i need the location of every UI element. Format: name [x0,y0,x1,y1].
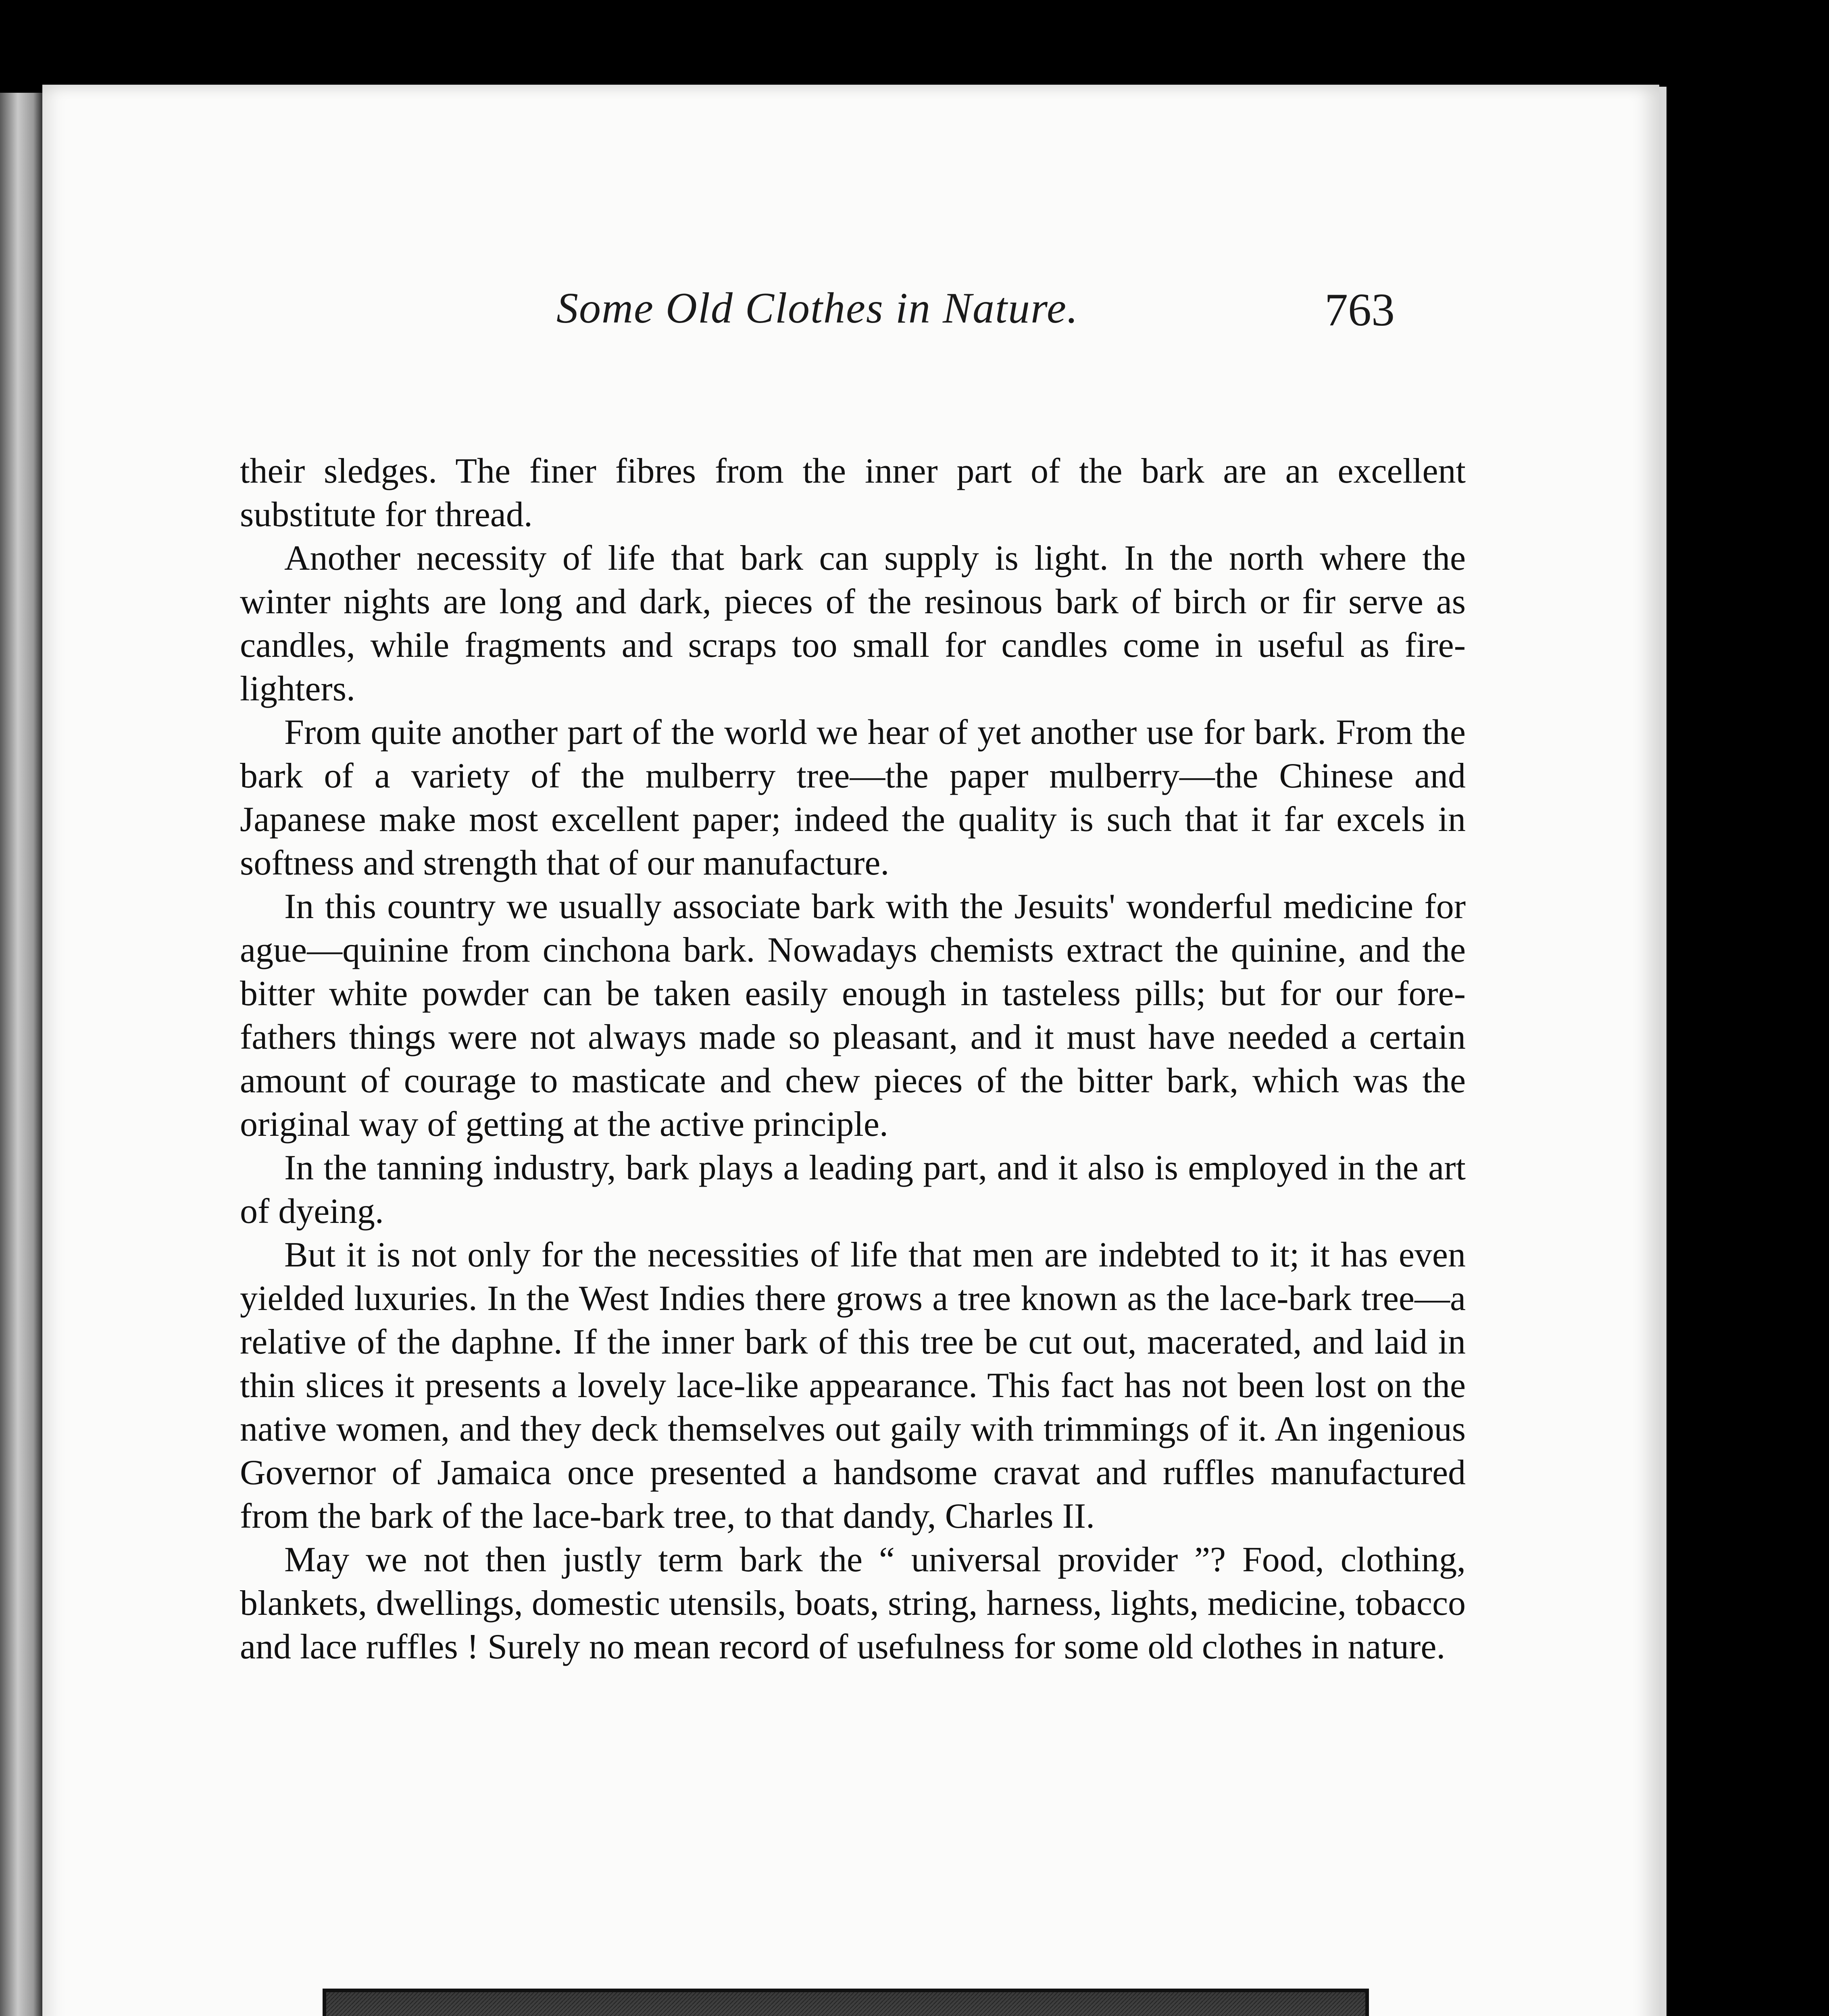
landscape-engraving [326,1992,1365,2016]
page-number: 763 [1325,284,1395,336]
paragraph-4: In this country we usually associate bark with the Jesuits' wonderful medicine for ague—quinine from cinchona bark. Nowadays chemists extract the quinine, and the bitter white powder can be taken easily enough in tasteless pills; but for our fore-fathers things were not always made so pleasant, and it must have needed a certain amount of courage to masticate and chew pieces of the bitter bark, which was the original way of getting at the active principle. [240,887,1466,1144]
paragraph-2: Another necessity of life that bark can supply is light. In the north where the winter nights are long and dark, pieces of the resinous bark of birch or fir serve as candles, while fragments and scraps too small for candles come in useful as fire-lighters. [240,539,1466,708]
page-right-edge [1659,87,1667,2016]
landscape-illustration [323,1989,1369,2016]
adjacent-page-edge [0,93,44,2016]
paragraph-6: But it is not only for the necessities of life that men are indebted to it; it has even yielded luxuries. In the West Indies there grows a tree known as the lace-bark tree—a relative of the daphne. If the inner bark of this tree be cut out, macerated, and laid in thin slices it presents a lovely lace-like appearance. This fact has not been lost on the native women, and they deck themselves out gaily with trimmings of it. An ingenious Governor of Jamaica once presented a handsome cravat and ruffles manufactured from the bark of the lace-bark tree, to that dandy, Charles II. [240,1235,1466,1536]
running-title: Some Old Clothes in Nature. [556,284,1079,332]
paragraph-7: May we not then justly term bark the “ universal provider ”? Food, clothing, blankets, dwellings, domestic utensils, boats, string, harness, lights, medicine, tobacco and lace ruffles ! Surely no mean record of usefulness for some old clothes in nature. [240,1540,1466,1666]
paragraph-1: their sledges. The finer fibres from the inner part of the bark are an excellent substitute for thread. [240,452,1466,534]
running-head [42,283,1659,344]
book-page [42,85,1659,2016]
paragraph-3: From quite another part of the world we hear of yet another use for bark. From the bark of a variety of the mulberry tree—the paper mulberry—the Chinese and Japanese make most excellent paper; indeed the quality is such that it far excels in softness and strength that of our manufacture. [240,713,1466,883]
body-text [240,450,1466,1669]
paragraph-5: In the tanning industry, bark plays a leading part, and it also is employed in the art of dyeing. [240,1148,1466,1231]
